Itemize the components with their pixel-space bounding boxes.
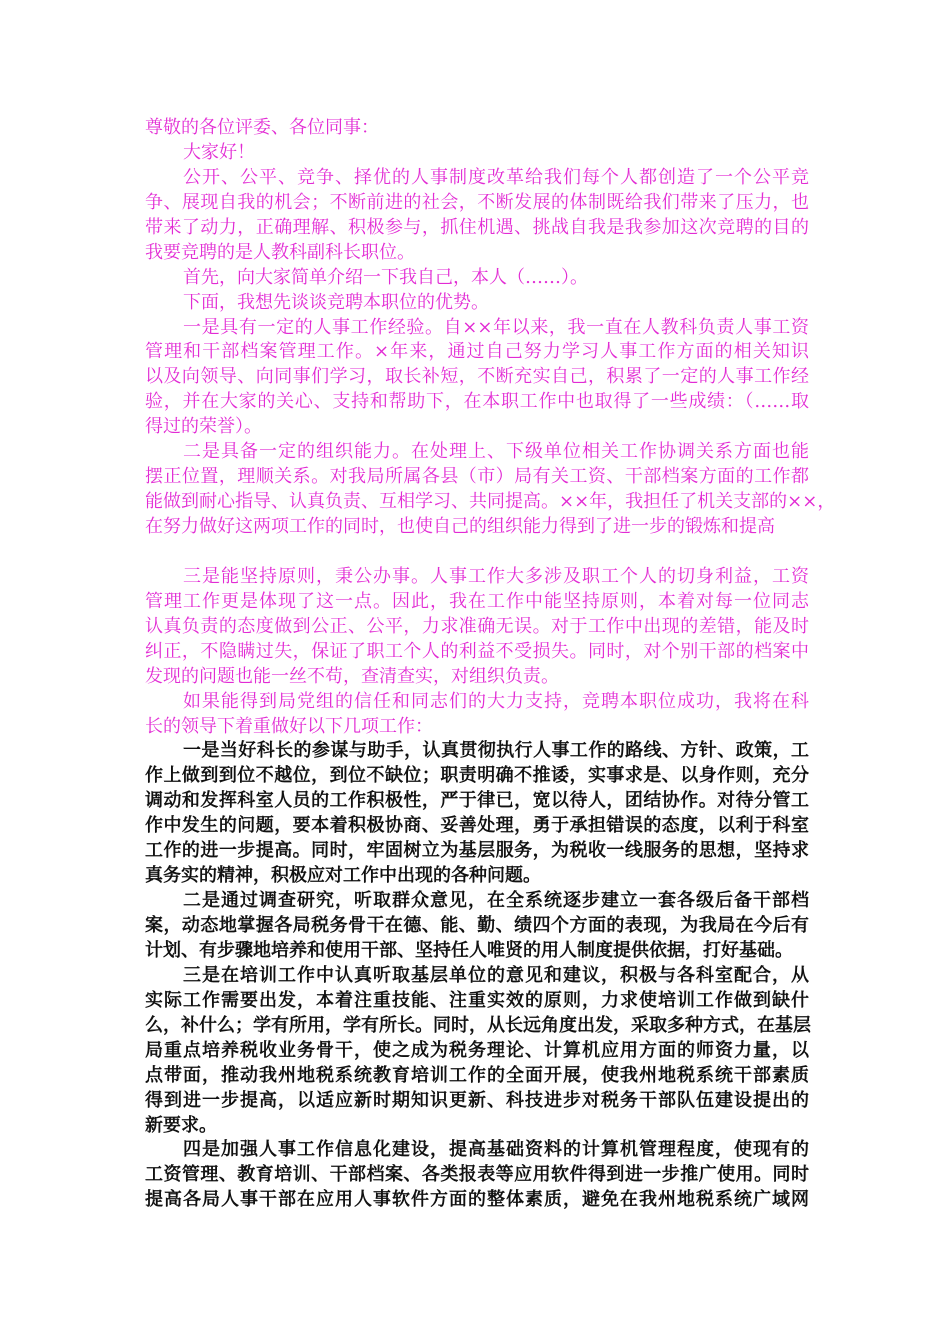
text-line: 三是能坚持原则，秉公办事。人事工作大多涉及职工个人的切身利益，工资 bbox=[183, 565, 809, 587]
text-line: 管理和干部档案管理工作。×年来，通过自己努力学习人事工作方面的相关知识 bbox=[145, 341, 809, 363]
paragraph bbox=[145, 166, 809, 266]
text-line: 带来了动力，正确理解、积极参与，抓住机遇、挑战自我是我参加这次竞聘的目的 bbox=[145, 216, 809, 238]
text-line: 么，补什么；学有所用，学有所长。同时，从长远角度出发，采取多种方式，在基层 bbox=[145, 1014, 811, 1036]
text-line: 案，动态地掌握各局税务骨干在德、能、勤、绩四个方面的表现，为我局在今后有 bbox=[145, 915, 809, 936]
text-line: 管理工作更是体现了这一点。因此，我在工作中能坚持原则，本着对每一位同志 bbox=[145, 590, 809, 612]
text-line: 在努力做好这两项工作的同时，也使自己的组织能力得到了进一步的锻炼和提高 bbox=[145, 516, 775, 537]
text-line: 调动和发挥科室人员的工作积极性，严于律已，宽以待人，团结协作。对待分管工 bbox=[145, 790, 809, 812]
paragraph bbox=[145, 291, 809, 316]
text-line: 一是当好科长的参谋与助手，认真贯彻执行人事工作的路线、方针、政策，工 bbox=[183, 740, 809, 762]
paragraph bbox=[145, 964, 809, 1139]
text-line: 我要竞聘的是人教科副科长职位。 bbox=[145, 241, 415, 263]
text-line: 四是加强人事工作信息化建设，提高基础资料的计算机管理程度，使现有的 bbox=[183, 1139, 809, 1161]
text-line: 发现的问题也能一丝不苟，查清查实，对组织负责。 bbox=[145, 665, 559, 687]
text-line: 一是具有一定的人事工作经验。自××年以来，我一直在人教科负责人事工资 bbox=[183, 316, 809, 338]
paragraph bbox=[145, 889, 809, 964]
blank-line bbox=[145, 540, 809, 565]
paragraph bbox=[145, 739, 809, 889]
text-line: 如果能得到局党组的信任和同志们的大力支持，竞聘本职位成功，我将在科 bbox=[183, 690, 809, 712]
text-line: 真务实的精神，积极应对工作中出现的各种问题。 bbox=[145, 865, 541, 887]
text-line: 得过的荣誉）。 bbox=[145, 416, 262, 438]
paragraph bbox=[145, 266, 809, 291]
paragraph bbox=[145, 565, 809, 690]
text-line: 以及向领导、向同事们学习，取长补短，不断充实自己，积累了一定的人事工作经 bbox=[145, 366, 809, 388]
paragraph bbox=[145, 141, 809, 166]
text-line: 三是在培训工作中认真听取基层单位的意见和建议，积极与各科室配合，从 bbox=[183, 964, 809, 986]
text-line: 二是具备一定的组织能力。在处理上、下级单位相关工作协调关系方面也能 bbox=[183, 441, 809, 463]
text-line: 纠正，不隐瞒过失，保证了职工个人的利益不受损失。同时，对个别干部的档案中 bbox=[145, 640, 809, 662]
text-line: 公开、公平、竞争、择优的人事制度改革给我们每个人都创造了一个公平竞 bbox=[183, 166, 809, 188]
document-body bbox=[145, 116, 836, 1213]
text-line: 点带面，推动我州地税系统教育培训工作的全面开展，使我州地税系统干部素质 bbox=[145, 1064, 809, 1086]
paragraph bbox=[145, 316, 809, 441]
text-line: 工作的进一步提高。同时，牢固树立为基层服务，为税收一线服务的思想，坚持求 bbox=[145, 840, 809, 862]
text-line: 实际工作需要出发，本着注重技能、注重实效的原则，力求使培训工作做到缺什 bbox=[145, 989, 809, 1011]
text-line: 尊敬的各位评委、各位同事： bbox=[145, 117, 379, 138]
text-line: 长的领导下着重做好以下几项工作： bbox=[145, 715, 433, 737]
text-line: 能做到耐心指导、认真负责、互相学习、共同提高。××年，我担任了机关支部的××， bbox=[145, 491, 836, 513]
text-line: 下面，我想先谈谈竞聘本职位的优势。 bbox=[183, 291, 489, 313]
text-line: 新要求。 bbox=[145, 1114, 217, 1136]
text-line: 提高各局人事干部在应用人事软件方面的整体素质，避免在我州地税系统广域网 bbox=[145, 1189, 809, 1211]
text-line: 争、展现自我的机会；不断前进的社会，不断发展的体制既给我们带来了压力，也 bbox=[145, 191, 809, 213]
text-line: 局重点培养税收业务骨干，使之成为税务理论、计算机应用方面的师资力量，以 bbox=[145, 1039, 809, 1061]
text-line: 计划、有步骤地培养和使用干部、坚持任人唯贤的用人制度提供依据，打好基础。 bbox=[145, 939, 793, 961]
text-line: 验，并在大家的关心、支持和帮助下，在本职工作中也取得了一些成绩：（……取 bbox=[145, 391, 809, 413]
text-line: 认真负责的态度做到公正、公平，力求准确无误。对于工作中出现的差错，能及时 bbox=[145, 615, 809, 637]
paragraph bbox=[145, 116, 809, 141]
text-line: 摆正位置，理顺关系。对我局所属各县（市）局有关工资、干部档案方面的工作都 bbox=[145, 466, 809, 488]
text-line: 作中发生的问题，要本着积极协商、妥善处理，勇于承担错误的态度，以利于科室 bbox=[145, 815, 809, 837]
text-line: 首先，向大家简单介绍一下我自己，本人（……）。 bbox=[183, 266, 588, 288]
text-line: 大家好！ bbox=[183, 141, 255, 163]
paragraph bbox=[145, 1138, 809, 1213]
text-line: 作上做到到位不越位，到位不缺位；职责明确不推诿，实事求是、以身作则，充分 bbox=[145, 765, 809, 787]
text-line: 二是通过调查研究，听取群众意见，在全系统逐步建立一套各级后备干部档 bbox=[183, 890, 809, 912]
paragraph bbox=[145, 440, 836, 540]
text-line: 得到进一步提高，以适应新时期知识更新、科技进步对税务干部队伍建设提出的 bbox=[145, 1089, 809, 1111]
paragraph bbox=[145, 690, 809, 740]
text-line: 工资管理、教育培训、干部档案、各类报表等应用软件得到进一步推广使用。同时 bbox=[145, 1164, 809, 1186]
